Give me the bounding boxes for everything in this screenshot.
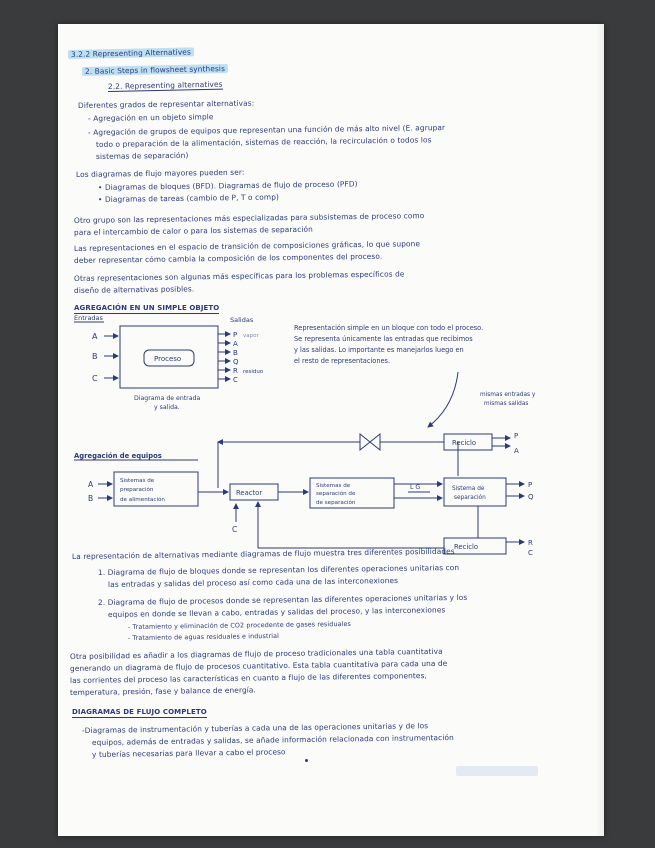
paragraph-3-line-1: Otras representaciones son algunas más específicas para los problemas específicos de — [73, 269, 405, 283]
diagram-1-caption-line-1: Diagrama de entrada — [134, 395, 201, 402]
diagrams-item-1: • Diagramas de bloques (BFD). Diagramas de flujo de proceso (PFD) — [97, 179, 358, 192]
feed-prep-line-1: Sistemas de — [120, 478, 155, 484]
pid-line-2: equipos, además de entradas y salidas, se añade información relacionada con instrumentación — [91, 732, 454, 747]
intro-bullet-2-line-1: - Agregación de grupos de equipos que representan una función de más alto nivel (E. agrupar — [87, 123, 446, 137]
vapor-tag: vapor — [243, 333, 259, 339]
diagram-1-note-line-4: el resto de representaciones. — [294, 357, 391, 365]
output-a-label: A — [233, 340, 238, 348]
input-c-label: C — [92, 374, 98, 383]
recycle-top-label: Reciclo — [452, 439, 477, 447]
representation-item-1-line-2: las entradas y salidas del proceso así como cada una de las interconexiones — [107, 575, 399, 589]
recycle-bottom-c-label: C — [528, 549, 533, 557]
valve-right-icon — [370, 434, 380, 450]
separation-2-box — [444, 478, 506, 506]
diagrams-lead: Los diagramas de flujo mayores pueden ser: — [75, 167, 245, 179]
note-link-arrow — [428, 372, 458, 427]
representation-item-2-line-1: 2. Diagrama de flujo de procesos donde se representan las diferentes operaciones unitarias y los — [97, 592, 468, 607]
diagrams-item-2: • Diagramas de tareas (cambio de P, T o comp) — [97, 192, 280, 204]
diagram-1-caption-line-2: y salida. — [154, 404, 180, 411]
inputs-label: Entradas — [74, 314, 103, 322]
input-b-label: B — [92, 352, 98, 361]
separation-2-line-2: separación — [454, 495, 486, 501]
diagram-1-note-line-1: Representación simple en un bloque con todo el proceso. — [294, 324, 484, 332]
intro-bullet-2-line-2: todo o preparación de la alimentación, sistemas de reacción, la recirculación o todos los — [95, 135, 432, 149]
paragraph-1-line-2: para el intercambio de calor o para los sistemas de separación — [73, 224, 313, 237]
flow-diagrams — [58, 312, 604, 572]
output-r-label: R — [233, 367, 238, 375]
recycle-bottom-r-label: R — [528, 539, 533, 547]
other-line-2: generando un diagrama de flujo de procesos cuantitativo. Esta tabla cuantitativa para cada una de — [69, 658, 448, 673]
output-q-label: Q — [233, 358, 239, 366]
representation-sub-2: - Tratamiento de aguas residuales e industrial — [127, 631, 280, 642]
recycle-top-a-label: A — [514, 447, 519, 455]
paragraph-2-line-2: deber representar cómo cambia la composición de los componentes del proceso. — [73, 251, 383, 265]
feed-prep-line-3: de alimentación — [120, 497, 165, 503]
recycle-bottom-label: Reciclo — [454, 543, 479, 551]
output-c-label: C — [233, 376, 238, 384]
lg-label: L G — [410, 484, 421, 491]
recycle-top-p-label: P — [514, 432, 519, 440]
separation-1-line-2: separación de — [316, 491, 356, 497]
reactor-label: Reactor — [236, 489, 263, 497]
paragraph-3-line-2: diseño de alternativas posibles. — [73, 284, 195, 295]
intro-lead: Diferentes grados de representar alternativas: — [77, 98, 255, 110]
other-line-4: temperatura, presión, fase y balance de energía. — [69, 685, 257, 697]
sep2-p-label: P — [528, 481, 533, 489]
representation-item-1-line-1: 1. Diagrama de flujo de bloques donde se representan los diferentes operaciones unitarias con — [97, 562, 460, 577]
highlight-smudge — [456, 766, 538, 776]
sep2-q-label: Q — [528, 493, 534, 501]
representation-sub-1: - Tratamiento y eliminación de CO2 procedente de gases residuales — [127, 619, 351, 631]
residue-tag: residuo — [243, 369, 264, 375]
aside-line-1: mismas entradas y — [480, 392, 536, 398]
notebook-page — [58, 24, 604, 836]
feed-a-label: A — [88, 480, 94, 489]
diagram-1-heading: AGREGACIÓN EN UN SIMPLE OBJETO — [74, 304, 220, 312]
output-b-label: B — [233, 349, 238, 357]
separation-1-line-1: Sistemas de — [316, 483, 351, 489]
section-subtitle: 2. Basic Steps in flowsheet synthesis — [82, 64, 228, 76]
diagram-1-note-line-2: Se representa únicamente las entradas que recibimos — [294, 335, 473, 343]
feed-b-label: B — [88, 494, 94, 503]
outputs-label: Salidas — [230, 316, 254, 324]
other-line-1: Otra posibilidad es añadir a los diagramas de flujo de proceso tradicionales una tabla cuantitativa — [69, 646, 443, 661]
process-label: Proceso — [154, 355, 182, 363]
input-a-label: A — [92, 332, 98, 341]
section-title: 3.2.2 Representing Alternatives — [68, 47, 194, 59]
pid-line-1: -Diagramas de instrumentación y tuberías a cada una de las operaciones unitarias y de los — [81, 721, 429, 735]
representation-item-2-line-2: equipos en donde se llevan a cabo, entradas y salidas del proceso, y las interconexiones — [107, 605, 446, 619]
pid-line-3: y tuberías necesarias para llevar a cabo el proceso — [91, 747, 286, 759]
aside-line-2: mismas salidas — [484, 401, 529, 407]
valve-left-icon — [360, 434, 370, 450]
paragraph-2-line-1: Las representaciones en el espacio de transición de composiciones gráficas, lo que supone — [73, 239, 421, 253]
ink-dot — [305, 759, 308, 762]
paragraph-1-line-1: Otro grupo son las representaciones más especializadas para subsistemas de proceso como — [73, 211, 425, 225]
output-p-label: P — [233, 331, 238, 339]
diagram-1-note-line-3: y las salidas. Lo importante es manejarlos luego en — [294, 346, 464, 354]
diagram-2-heading: Agregación de equipos — [74, 452, 162, 460]
feed-c-label: C — [232, 525, 238, 534]
other-line-3: las corrientes del proceso las características en cuanto a flujo de las diferentes componentes, — [69, 671, 427, 685]
separation-1-line-3: de separación — [316, 500, 356, 506]
section-subsubtitle: 2.2. Representing alternatives — [107, 79, 223, 91]
separation-2-line-1: Sistema de — [452, 486, 485, 492]
feed-prep-line-2: preparación — [120, 487, 154, 493]
representation-lead: La representación de alternativas mediante diagramas de flujo muestra tres diferentes posibilidades — [71, 546, 455, 561]
intro-bullet-1: - Agregación en un objeto simple — [87, 112, 214, 123]
pid-heading: DIAGRAMAS DE FLUJO COMPLETO — [72, 708, 207, 716]
intro-bullet-2-line-3: sistemas de separación) — [95, 150, 189, 161]
